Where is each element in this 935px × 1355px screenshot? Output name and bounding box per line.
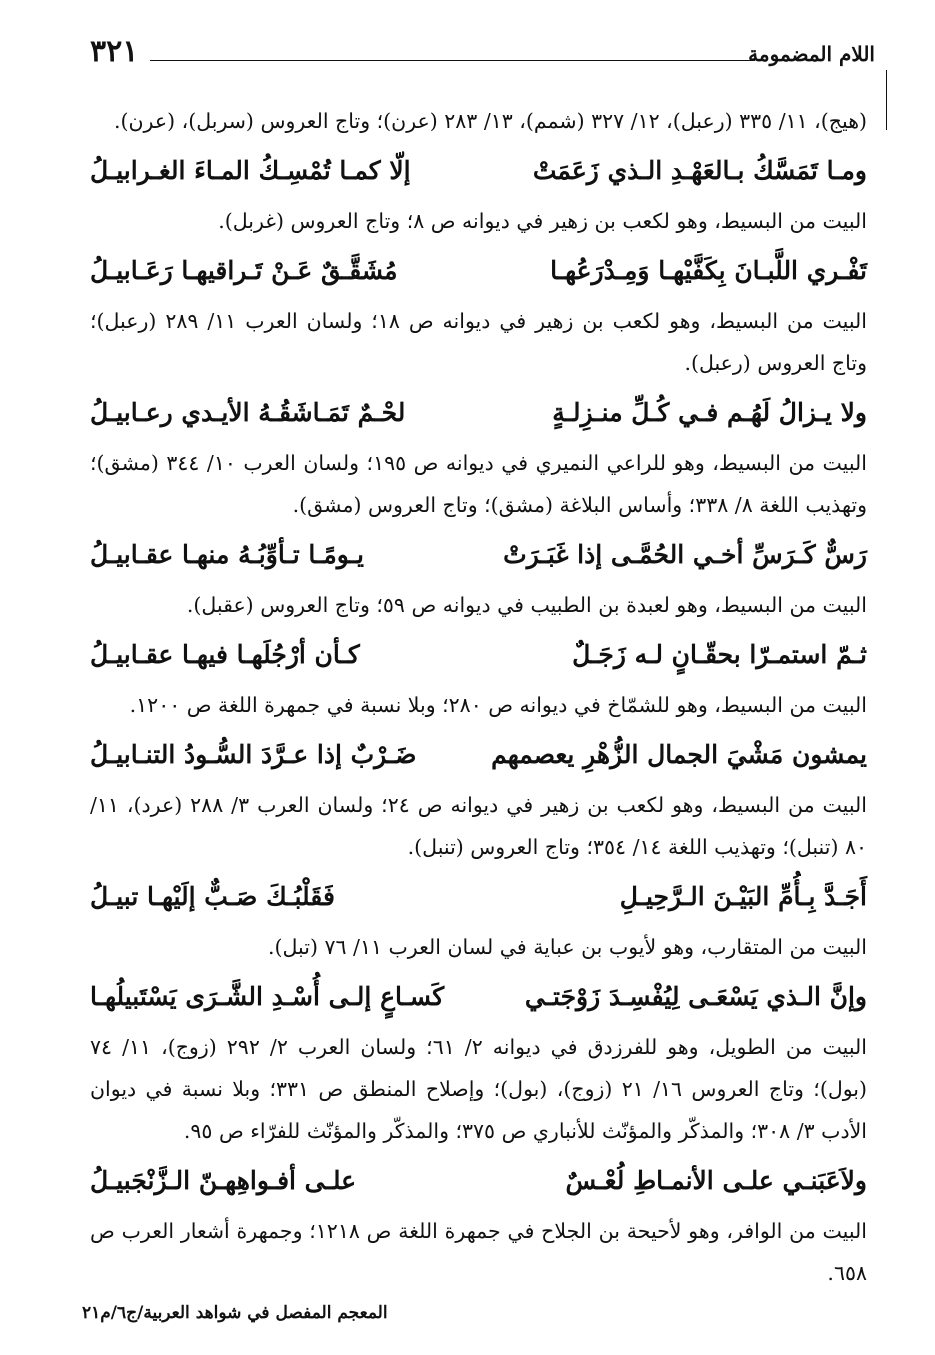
hemistich-second: إلّا كمـا تُمْسِـكُ المـاءَ الغـرابيـلُ xyxy=(90,156,411,185)
hemistich-first: ولا يـزالُ لَهُـم فـي كُـلِّ منـزِلـةٍ xyxy=(552,398,867,427)
hemistich-first: ولاَعَبَنـي علـى الأنمـاطِ لُعْـسٌ xyxy=(565,1166,867,1195)
entry xyxy=(90,242,867,384)
hemistich-first: ومـا تَمَسَّكُ بـالعَهْـدِ الـذي زَعَمَتْ xyxy=(532,156,867,185)
hemistich-first: أَجَـدَّ بِـأُمِّ البَيْـنَ الـرَّحِيـلِ xyxy=(619,882,867,911)
hemistich-second: كَسـاعٍ إلـى أُسْـدِ الشَّـرَى يَسْتَبيلُهـا xyxy=(90,982,445,1011)
hemistich-first: وإنَّ الـذي يَسْعَـى لِيُفْسِـدَ زَوْجَتـي xyxy=(524,982,867,1011)
page-content xyxy=(90,100,867,1294)
intro-text: (هيج)، ١١/ ٣٣٥ (رعبل)، ١٢/ ٣٢٧ (شمم)، ١٣/ ٢٨٣ (عرن)؛ وتاج العروس (سربل)، (عرن). xyxy=(113,109,867,133)
hemistich-second: مُشَقَّـقٌ عَـنْ تَـراقيهـا رَعَـابيـلُ xyxy=(90,256,398,285)
source-note: البيت من البسيط، وهو للراعي النميري في ديوانه ص ١٩٥؛ ولسان العرب ١٠/ ٣٤٤ (مشق)؛ وتهذيب اللغة ٨/ ٣٣٨؛ وأساس البلاغة (مشق)؛ وتاج العروس (مشق). xyxy=(90,451,867,517)
margin-line xyxy=(886,70,887,130)
entry xyxy=(90,142,867,242)
hemistich-second: ضَـرْبٌ إذا عـرَّدَ السُّـودُ التنـابيـلُ xyxy=(90,740,417,769)
source-note: البيت من البسيط، وهو للشمّاخ في ديوانه ص ٢٨٠؛ وبلا نسبة في جمهرة اللغة ص ١٢٠٠. xyxy=(129,693,867,717)
page-number: ٣٢١ xyxy=(90,34,139,69)
source-note: البيت من المتقارب، وهو لأيوب بن عباية في لسان العرب ١١/ ٧٦ (تبل). xyxy=(268,935,867,959)
chapter-title: اللام المضمومة xyxy=(748,42,875,66)
hemistich-first: رَسٌّ كَـرَسِّ أخـي الحُمَّـى إذا غَبَـرَتْ xyxy=(503,540,867,569)
verse xyxy=(90,726,867,784)
hemistich-second: لحْـمٌ تَمَـاشَقُـهُ الأيـدي رعـابيـلُ xyxy=(90,398,406,427)
verse xyxy=(90,242,867,300)
source-note: البيت من البسيط، وهو لكعب بن زهير في ديوانه ص ٢٤؛ ولسان العرب ٣/ ٢٨٨ (عرد)، ١١/ ٨٠ (تنبل)؛ وتهذيب اللغة ١٤/ ٣٥٤؛ وتاج العروس (تنبل). xyxy=(90,793,867,859)
entry xyxy=(90,968,867,1152)
hemistich-second: فَقَلْبُـكَ صَـبٌّ إلَيْهـا تبيـلُ xyxy=(90,882,335,911)
hemistich-second: يـومًـا تـأوِّبُـهُ منهـا عقـابيـلُ xyxy=(90,540,364,569)
source-note: البيت من البسيط، وهو لعبدة بن الطبيب في ديوانه ص ٥٩؛ وتاج العروس (عقبل). xyxy=(186,593,867,617)
source-note: البيت من البسيط، وهو لكعب بن زهير في ديوانه ص ٨؛ وتاج العروس (غربل). xyxy=(218,209,867,233)
hemistich-first: تَفْـري اللَّبـانَ بِكَفَّيْهـا وَمِـدْرَعُهـا xyxy=(550,256,867,285)
verse xyxy=(90,384,867,442)
entry xyxy=(90,526,867,626)
page-header xyxy=(90,34,875,74)
header-rule xyxy=(150,60,755,61)
hemistich-second: علـى أفـواهِهـنّ الـزَّنْجَبيـلُ xyxy=(90,1166,357,1195)
verse xyxy=(90,626,867,684)
entry xyxy=(90,1152,867,1294)
entry xyxy=(90,868,867,968)
page-footer: المعجم المفصل في شواهد العربية/ج٦/م٢١ xyxy=(82,1303,388,1323)
source-note: البيت من الطويل، وهو للفرزدق في ديوانه ٢/ ٦١؛ ولسان العرب ٢/ ٢٩٢ (زوج)، ١١/ ٧٤ (بول)؛ وتاج العروس ١٦/ ٢١ (زوج)، (بول)؛ وإصلاح المنطق ص ٣٣١؛ وبلا نسبة في ديوان الأدب ٣/ ٣٠٨؛ والمذكّر والمؤنّث للأنباري ص ٣٧٥؛ والمذكّر والمؤنّث للفرّاء ص ٩٥. xyxy=(90,1035,868,1143)
source-note: البيت من البسيط، وهو لكعب بن زهير في ديوانه ص ١٨؛ ولسان العرب ١١/ ٢٨٩ (رعبل)؛ وتاج العروس (رعبل). xyxy=(90,309,867,375)
entry xyxy=(90,384,867,526)
source-note: البيت من الوافر، وهو لأحيحة بن الجلاح في جمهرة اللغة ص ١٢١٨؛ وجمهرة أشعار العرب ص ٦٥٨. xyxy=(90,1219,867,1285)
verse xyxy=(90,868,867,926)
hemistich-second: كـأن أرْجُلَهـا فيهـا عقـابيـلُ xyxy=(90,640,360,669)
verse xyxy=(90,968,867,1026)
entry xyxy=(90,726,867,868)
hemistich-first: ثـمّ استمـرّا بحقّـانٍ لـه زَجَـلٌ xyxy=(572,640,867,669)
hemistich-first: يمشون مَشْيَ الجمال الزُّهْرِ يعصمهم xyxy=(491,740,867,769)
verse xyxy=(90,1152,867,1210)
verse xyxy=(90,526,867,584)
entry xyxy=(90,626,867,726)
verse xyxy=(90,142,867,200)
